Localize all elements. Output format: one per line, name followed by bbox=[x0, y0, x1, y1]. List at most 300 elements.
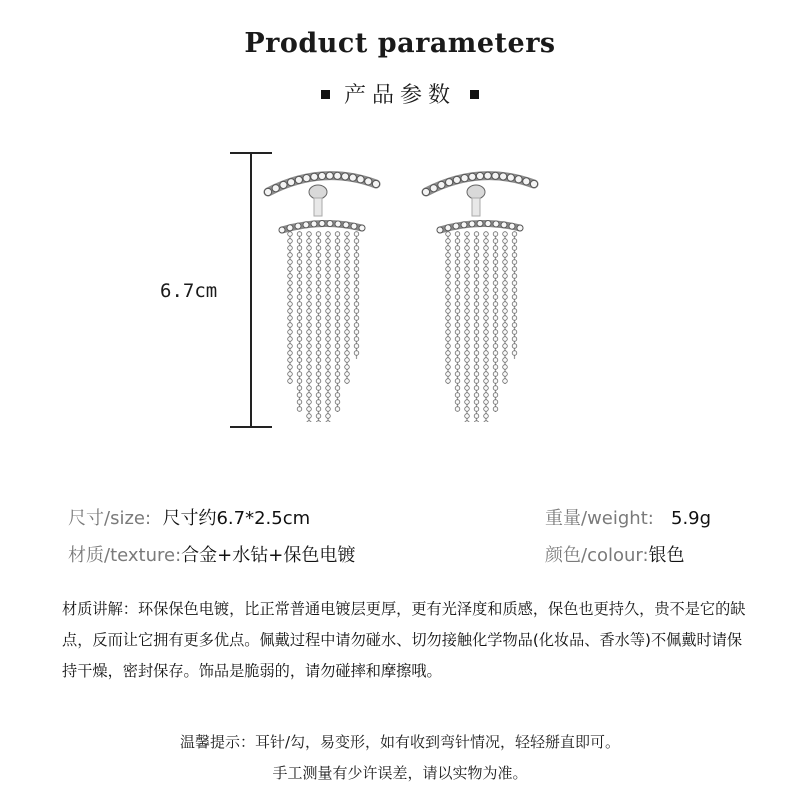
rhinestone bbox=[365, 178, 372, 185]
strand-stone bbox=[484, 260, 489, 265]
strand-stone bbox=[474, 351, 479, 356]
strand-stone bbox=[512, 232, 517, 237]
rhinestone bbox=[272, 185, 279, 192]
strand-stone bbox=[326, 400, 331, 405]
connector-post bbox=[314, 198, 322, 216]
rhinestone bbox=[280, 181, 287, 188]
strand-stone bbox=[446, 288, 451, 293]
strand-stone bbox=[455, 379, 460, 384]
earring-group bbox=[422, 172, 537, 422]
strand-stone bbox=[316, 344, 321, 349]
strand-stone bbox=[326, 344, 331, 349]
strand-stone bbox=[474, 379, 479, 384]
rhinestone bbox=[438, 181, 445, 188]
strand-stone bbox=[484, 386, 489, 391]
strand-stone bbox=[297, 400, 302, 405]
strand-stone bbox=[354, 246, 359, 251]
strand-stone bbox=[297, 239, 302, 244]
strand-stone bbox=[345, 267, 350, 272]
strand-stone bbox=[474, 302, 479, 307]
strand-stone bbox=[503, 344, 508, 349]
strand-stone bbox=[512, 323, 517, 328]
strand-stone bbox=[446, 330, 451, 335]
strand-stone bbox=[446, 309, 451, 314]
texture-label: 材质/texture: bbox=[68, 545, 182, 566]
strand-stone bbox=[503, 246, 508, 251]
strand-stone bbox=[446, 344, 451, 349]
strand-stone bbox=[465, 400, 470, 405]
strand-stone bbox=[465, 386, 470, 391]
strand-stone bbox=[503, 309, 508, 314]
strand-stone bbox=[484, 274, 489, 279]
strand-stone bbox=[326, 379, 331, 384]
strand-stone bbox=[493, 316, 498, 321]
strand-stone bbox=[297, 288, 302, 293]
page-subtitle bbox=[0, 78, 800, 109]
strand-stone bbox=[335, 400, 340, 405]
strand-stone bbox=[465, 253, 470, 258]
strand-stone bbox=[484, 400, 489, 405]
weight-value: 5.9g bbox=[671, 508, 712, 529]
strand-stone bbox=[335, 232, 340, 237]
rhinestone bbox=[318, 172, 325, 179]
strand-stone bbox=[465, 295, 470, 300]
strand-stone bbox=[345, 358, 350, 363]
strand-stone bbox=[335, 337, 340, 342]
strand-stone bbox=[335, 351, 340, 356]
strand-stone bbox=[455, 253, 460, 258]
strand-stone bbox=[316, 365, 321, 370]
strand-stone bbox=[354, 267, 359, 272]
strand-stone bbox=[474, 386, 479, 391]
strand-stone bbox=[493, 358, 498, 363]
rhinestone bbox=[357, 176, 364, 183]
strand-stone bbox=[493, 260, 498, 265]
strand-stone bbox=[335, 330, 340, 335]
strand-stone bbox=[316, 379, 321, 384]
rhinestone bbox=[501, 222, 507, 228]
strand-stone bbox=[465, 316, 470, 321]
strand-stone bbox=[316, 323, 321, 328]
strand-stone bbox=[335, 288, 340, 293]
strand-stone bbox=[316, 295, 321, 300]
rhinestone bbox=[343, 222, 349, 228]
strand-stone bbox=[316, 358, 321, 363]
strand-stone bbox=[316, 337, 321, 342]
strand-stone bbox=[474, 260, 479, 265]
strand-stone bbox=[493, 337, 498, 342]
strand-stone bbox=[465, 323, 470, 328]
strand-stone bbox=[326, 393, 331, 398]
rhinestone bbox=[372, 180, 379, 187]
strand-stone bbox=[297, 246, 302, 251]
rhinestone bbox=[334, 172, 341, 179]
rhinestone bbox=[453, 176, 460, 183]
strand-stone bbox=[455, 386, 460, 391]
material-description: 材质讲解：环保保色电镀，比正常普通电镀层更厚，更有光泽度和质感，保色也更持久，贵不是它的缺点，反而让它拥有更多优点。佩戴过程中请勿碰水、切勿接触化学物品(化妆品、香水等)不佩戴时请保持干燥，密封保存。饰品是脆弱的，请勿碰摔和摩擦哦。 bbox=[62, 600, 746, 680]
strand-stone bbox=[288, 379, 293, 384]
strand-stone bbox=[307, 386, 312, 391]
strand-stone bbox=[307, 414, 312, 419]
strand-stone bbox=[484, 253, 489, 258]
strand-stone bbox=[316, 274, 321, 279]
strand-stone bbox=[354, 274, 359, 279]
strand-stone bbox=[493, 288, 498, 293]
strand-stone bbox=[493, 379, 498, 384]
strand-stone bbox=[307, 246, 312, 251]
strand-stone bbox=[474, 232, 479, 237]
page-title: Product parameters bbox=[244, 28, 556, 59]
strand-stone bbox=[465, 414, 470, 419]
strand-stone bbox=[493, 239, 498, 244]
rhinestone bbox=[359, 225, 365, 231]
rhinestone bbox=[507, 174, 514, 181]
strand-stone bbox=[297, 274, 302, 279]
strand-stone bbox=[335, 407, 340, 412]
texture-spec bbox=[68, 541, 355, 567]
strand-stone bbox=[326, 232, 331, 237]
strand-stone bbox=[446, 281, 451, 286]
rhinestone bbox=[477, 221, 483, 227]
strand-stone bbox=[446, 302, 451, 307]
strand-stone bbox=[297, 302, 302, 307]
strand-stone bbox=[326, 281, 331, 286]
strand-stone bbox=[446, 253, 451, 258]
square-bullet-icon bbox=[470, 90, 479, 99]
size-label: 尺寸/size: bbox=[68, 508, 152, 529]
strand-stone bbox=[446, 337, 451, 342]
strand-stone bbox=[455, 316, 460, 321]
strand-stone bbox=[354, 260, 359, 265]
strand-stone bbox=[455, 288, 460, 293]
strand-stone bbox=[446, 323, 451, 328]
strand-stone bbox=[297, 365, 302, 370]
strand-stone bbox=[465, 351, 470, 356]
strand-stone bbox=[484, 246, 489, 251]
strand-stone bbox=[455, 330, 460, 335]
rhinestone bbox=[484, 172, 491, 179]
strand-stone bbox=[307, 267, 312, 272]
strand-stone bbox=[465, 407, 470, 412]
strand-stone bbox=[335, 379, 340, 384]
strand-stone bbox=[474, 281, 479, 286]
strand-stone bbox=[465, 337, 470, 342]
rhinestone bbox=[319, 221, 325, 227]
strand-stone bbox=[446, 351, 451, 356]
strand-stone bbox=[474, 400, 479, 405]
rhinestone bbox=[295, 223, 301, 229]
strand-stone bbox=[455, 281, 460, 286]
rhinestone bbox=[326, 172, 333, 179]
rhinestone bbox=[279, 227, 285, 233]
strand-stone bbox=[474, 267, 479, 272]
strand-stone bbox=[474, 337, 479, 342]
strand-stone bbox=[465, 246, 470, 251]
strand-stone bbox=[316, 281, 321, 286]
strand-stone bbox=[335, 323, 340, 328]
strand-stone bbox=[455, 344, 460, 349]
strand-stone bbox=[335, 358, 340, 363]
strand-stone bbox=[326, 260, 331, 265]
strand-stone bbox=[354, 330, 359, 335]
tip-line-1: 温馨提示：耳针/勾，易变形，如有收到弯针情况，轻轻掰直即可。 bbox=[179, 733, 621, 751]
strand-stone bbox=[326, 253, 331, 258]
strand-stone bbox=[307, 330, 312, 335]
strand-stone bbox=[474, 330, 479, 335]
strand-stone bbox=[345, 253, 350, 258]
strand-stone bbox=[455, 295, 460, 300]
strand-stone bbox=[316, 386, 321, 391]
strand-stone bbox=[474, 309, 479, 314]
strand-stone bbox=[288, 330, 293, 335]
strand-stone bbox=[354, 232, 359, 237]
strand-stone bbox=[288, 344, 293, 349]
strand-stone bbox=[297, 330, 302, 335]
strand-stone bbox=[512, 309, 517, 314]
strand-stone bbox=[446, 372, 451, 377]
strand-stone bbox=[465, 358, 470, 363]
strand-stone bbox=[503, 365, 508, 370]
strand-stone bbox=[326, 323, 331, 328]
strand-stone bbox=[354, 239, 359, 244]
strand-stone bbox=[345, 365, 350, 370]
strand-stone bbox=[316, 302, 321, 307]
strand-stone bbox=[512, 239, 517, 244]
strand-stone bbox=[465, 344, 470, 349]
strand-stone bbox=[316, 253, 321, 258]
strand-stone bbox=[446, 274, 451, 279]
strand-stone bbox=[307, 379, 312, 384]
strand-stone bbox=[316, 260, 321, 265]
strand-stone bbox=[307, 288, 312, 293]
strand-stone bbox=[493, 232, 498, 237]
strand-stone bbox=[316, 288, 321, 293]
strand-stone bbox=[307, 407, 312, 412]
strand-stone bbox=[335, 295, 340, 300]
strand-stone bbox=[316, 421, 321, 422]
strand-stone bbox=[307, 372, 312, 377]
strand-stone bbox=[493, 274, 498, 279]
strand-stone bbox=[474, 344, 479, 349]
strand-stone bbox=[307, 260, 312, 265]
strand-stone bbox=[484, 267, 489, 272]
strand-stone bbox=[455, 365, 460, 370]
strand-stone bbox=[335, 344, 340, 349]
strand-stone bbox=[307, 232, 312, 237]
strand-stone bbox=[345, 239, 350, 244]
strand-stone bbox=[503, 316, 508, 321]
strand-stone bbox=[484, 344, 489, 349]
strand-stone bbox=[493, 372, 498, 377]
colour-label: 颜色/colour: bbox=[545, 545, 649, 566]
strand-stone bbox=[316, 351, 321, 356]
strand-stone bbox=[288, 295, 293, 300]
strand-stone bbox=[316, 309, 321, 314]
rhinestone bbox=[288, 179, 295, 186]
strand-stone bbox=[316, 400, 321, 405]
strand-stone bbox=[493, 246, 498, 251]
strand-stone bbox=[297, 295, 302, 300]
strand-stone bbox=[512, 302, 517, 307]
strand-stone bbox=[288, 274, 293, 279]
strand-stone bbox=[484, 421, 489, 422]
strand-stone bbox=[503, 302, 508, 307]
rhinestone bbox=[453, 223, 459, 229]
strand-stone bbox=[288, 351, 293, 356]
rhinestone bbox=[485, 221, 491, 227]
strand-stone bbox=[326, 337, 331, 342]
strand-stone bbox=[345, 316, 350, 321]
strand-stone bbox=[354, 295, 359, 300]
rhinestone bbox=[422, 188, 429, 195]
strand-stone bbox=[493, 302, 498, 307]
rhinestone bbox=[476, 172, 483, 179]
strand-stone bbox=[354, 253, 359, 258]
strand-stone bbox=[335, 246, 340, 251]
strand-stone bbox=[288, 239, 293, 244]
strand-stone bbox=[465, 393, 470, 398]
strand-stone bbox=[297, 267, 302, 272]
strand-stone bbox=[484, 281, 489, 286]
strand-stone bbox=[288, 246, 293, 251]
strand-stone bbox=[455, 400, 460, 405]
strand-stone bbox=[288, 232, 293, 237]
strand-stone bbox=[326, 267, 331, 272]
strand-stone bbox=[465, 309, 470, 314]
strand-stone bbox=[474, 365, 479, 370]
rhinestone bbox=[445, 225, 451, 231]
strand-stone bbox=[316, 407, 321, 412]
strand-stone bbox=[484, 379, 489, 384]
strand-stone bbox=[465, 274, 470, 279]
strand-stone bbox=[288, 260, 293, 265]
strand-stone bbox=[288, 365, 293, 370]
strand-stone bbox=[465, 372, 470, 377]
strand-stone bbox=[288, 253, 293, 258]
strand-stone bbox=[512, 281, 517, 286]
strand-stone bbox=[465, 281, 470, 286]
strand-stone bbox=[288, 302, 293, 307]
strand-stone bbox=[446, 365, 451, 370]
strand-stone bbox=[307, 358, 312, 363]
strand-stone bbox=[446, 295, 451, 300]
strand-stone bbox=[455, 246, 460, 251]
strand-stone bbox=[335, 274, 340, 279]
strand-stone bbox=[446, 239, 451, 244]
strand-stone bbox=[493, 267, 498, 272]
strand-stone bbox=[455, 351, 460, 356]
strand-stone bbox=[307, 365, 312, 370]
strand-stone bbox=[512, 337, 517, 342]
strand-stone bbox=[484, 323, 489, 328]
strand-stone bbox=[354, 281, 359, 286]
strand-stone bbox=[455, 302, 460, 307]
strand-stone bbox=[307, 274, 312, 279]
strand-stone bbox=[297, 253, 302, 258]
rhinestone bbox=[295, 176, 302, 183]
strand-stone bbox=[493, 295, 498, 300]
rhinestone bbox=[515, 176, 522, 183]
strand-stone bbox=[288, 323, 293, 328]
strand-stone bbox=[288, 316, 293, 321]
strand-stone bbox=[493, 309, 498, 314]
rhinestone bbox=[509, 223, 515, 229]
strand-stone bbox=[493, 407, 498, 412]
strand-stone bbox=[503, 281, 508, 286]
strand-stone bbox=[297, 379, 302, 384]
strand-stone bbox=[493, 400, 498, 405]
strand-stone bbox=[474, 239, 479, 244]
strand-stone bbox=[446, 379, 451, 384]
strand-stone bbox=[307, 253, 312, 258]
strand-stone bbox=[484, 316, 489, 321]
strand-stone bbox=[503, 379, 508, 384]
strand-stone bbox=[354, 288, 359, 293]
rhinestone bbox=[437, 227, 443, 233]
rhinestone bbox=[500, 173, 507, 180]
strand-stone bbox=[484, 232, 489, 237]
strand-stone bbox=[316, 239, 321, 244]
rhinestone bbox=[287, 225, 293, 231]
strand-stone bbox=[493, 281, 498, 286]
strand-stone bbox=[288, 281, 293, 286]
rhinestone bbox=[469, 221, 475, 227]
rhinestone bbox=[469, 173, 476, 180]
strand-stone bbox=[335, 260, 340, 265]
strand-stone bbox=[297, 281, 302, 286]
strand-stone bbox=[354, 323, 359, 328]
size-spec bbox=[68, 504, 310, 530]
texture-value: 合金+水钻+保色电镀 bbox=[181, 545, 356, 566]
strand-stone bbox=[455, 323, 460, 328]
strand-stone bbox=[297, 232, 302, 237]
rhinestone bbox=[461, 175, 468, 182]
strand-stone bbox=[288, 267, 293, 272]
strand-stone bbox=[297, 372, 302, 377]
strand-stone bbox=[446, 358, 451, 363]
strand-stone bbox=[474, 274, 479, 279]
strand-stone bbox=[297, 309, 302, 314]
strand-stone bbox=[484, 358, 489, 363]
strand-stone bbox=[493, 365, 498, 370]
strand-stone bbox=[345, 337, 350, 342]
strand-stone bbox=[307, 393, 312, 398]
strand-stone bbox=[503, 274, 508, 279]
strand-stone bbox=[297, 323, 302, 328]
strand-stone bbox=[512, 274, 517, 279]
strand-stone bbox=[316, 232, 321, 237]
strand-stone bbox=[307, 316, 312, 321]
strand-stone bbox=[512, 253, 517, 258]
strand-stone bbox=[326, 246, 331, 251]
square-bullet-icon bbox=[321, 90, 330, 99]
strand-stone bbox=[345, 295, 350, 300]
strand-stone bbox=[455, 260, 460, 265]
strand-stone bbox=[345, 302, 350, 307]
strand-stone bbox=[297, 344, 302, 349]
strand-stone bbox=[474, 393, 479, 398]
strand-stone bbox=[345, 323, 350, 328]
strand-stone bbox=[326, 421, 331, 422]
strand-stone bbox=[288, 288, 293, 293]
strand-stone bbox=[512, 330, 517, 335]
strand-stone bbox=[297, 358, 302, 363]
center-bead bbox=[309, 185, 327, 199]
strand-stone bbox=[354, 316, 359, 321]
earring-image-left bbox=[262, 170, 382, 422]
strand-stone bbox=[512, 246, 517, 251]
rhinestone bbox=[523, 178, 530, 185]
